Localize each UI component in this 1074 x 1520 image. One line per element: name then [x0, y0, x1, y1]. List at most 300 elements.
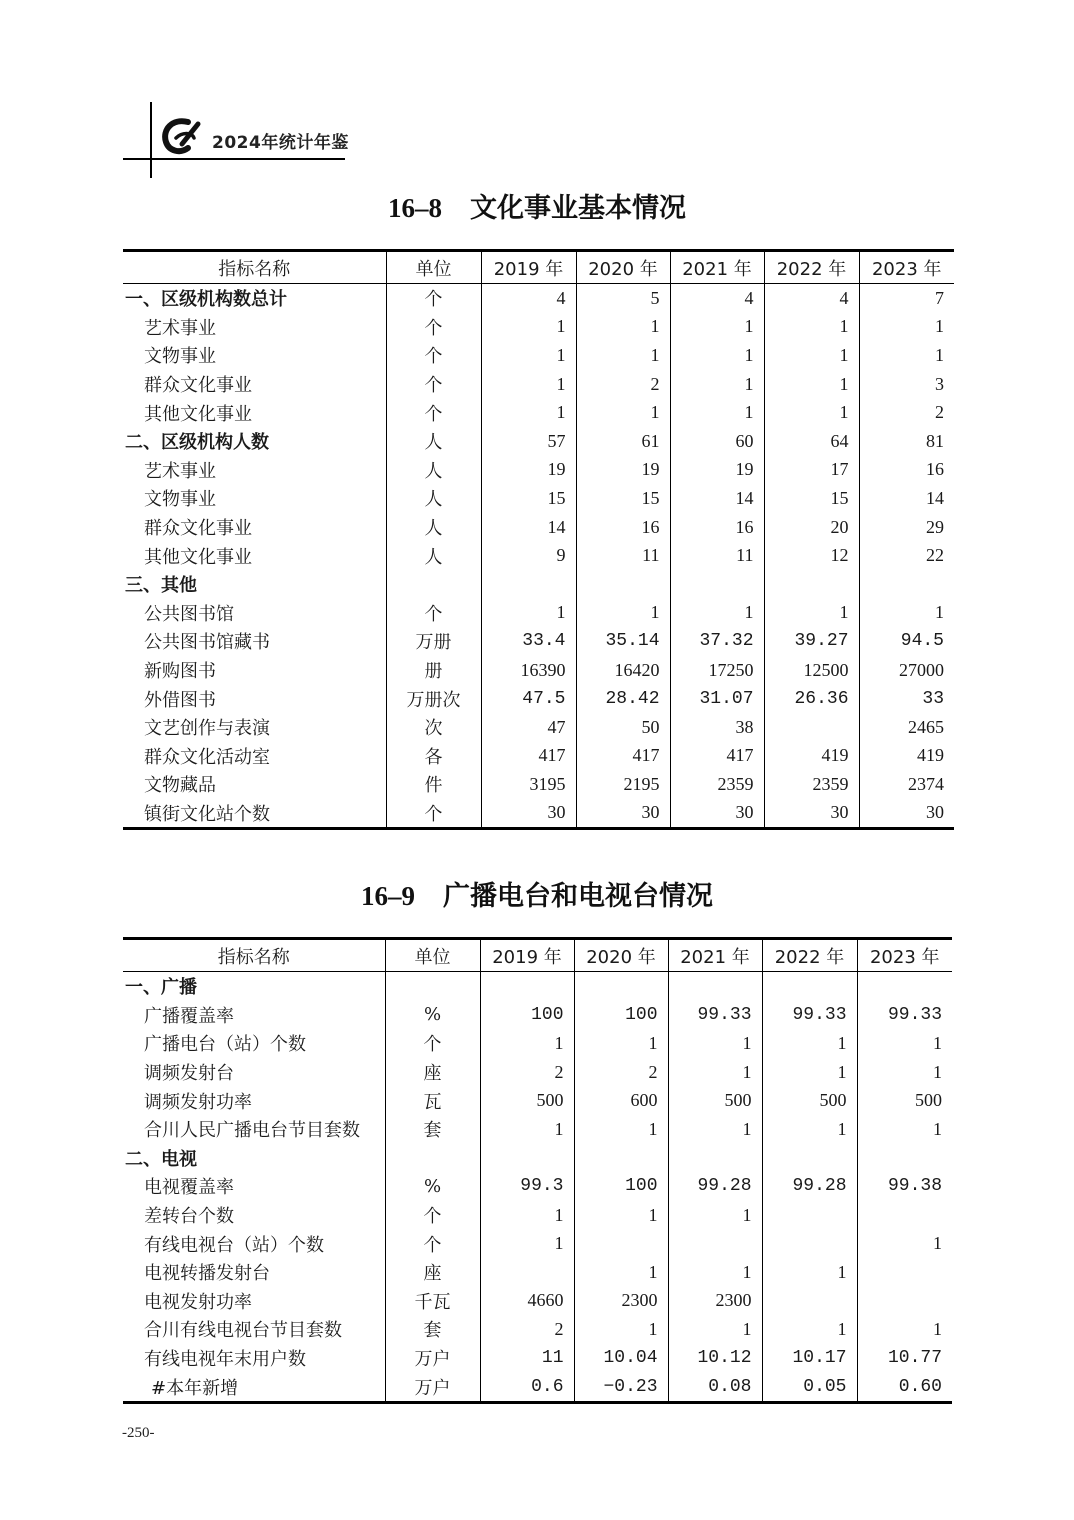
unit-cell [386, 570, 481, 599]
value-cell: 2300 [668, 1287, 762, 1316]
indicator-name: 广播覆盖率 [144, 1005, 234, 1027]
value-cell [857, 972, 952, 1001]
indicator-name: 调频发射台 [144, 1063, 234, 1085]
column-header: 2021 年 [670, 251, 764, 284]
value-cell: 60 [670, 427, 764, 456]
value-cell: 16 [670, 513, 764, 542]
value-cell [857, 1287, 952, 1316]
value-cell: 500 [480, 1086, 574, 1115]
value-cell: −0.23 [574, 1372, 668, 1402]
value-cell: 1 [764, 313, 859, 342]
value-cell: 99.38 [857, 1172, 952, 1201]
unit-cell: % [385, 1001, 480, 1030]
value-cell: 1 [859, 599, 954, 628]
value-cell: 1 [481, 370, 576, 399]
column-header: 2022 年 [764, 251, 859, 284]
value-cell [857, 1258, 952, 1287]
column-header: 单位 [386, 251, 481, 284]
unit-cell: 件 [386, 770, 481, 799]
unit-cell: 个 [385, 1229, 480, 1258]
table1-body [123, 284, 954, 829]
value-cell: 1 [668, 1201, 762, 1230]
column-header: 2023 年 [857, 939, 952, 972]
unit-cell: 瓦 [385, 1086, 480, 1115]
value-cell: 64 [764, 427, 859, 456]
value-cell: 100 [480, 1001, 574, 1030]
value-cell: 0.05 [762, 1372, 857, 1402]
column-header: 指标名称 [123, 251, 386, 284]
value-cell: 12 [764, 541, 859, 570]
value-cell: 14 [670, 484, 764, 513]
table-row [123, 656, 954, 685]
value-cell: 1 [857, 1058, 952, 1087]
value-cell [762, 1201, 857, 1230]
value-cell: 1 [762, 1258, 857, 1287]
value-cell: 1 [574, 1315, 668, 1344]
book-title: 2024年统计年鉴 [212, 133, 349, 153]
value-cell: 22 [859, 541, 954, 570]
unit-cell: 个 [386, 799, 481, 829]
value-cell: 1 [670, 599, 764, 628]
value-cell: 2 [576, 370, 670, 399]
value-cell: 1 [857, 1229, 952, 1258]
unit-cell: 个 [385, 1029, 480, 1058]
indicator-name: #本年新增 [151, 1377, 239, 1399]
value-cell: 35.14 [576, 627, 670, 656]
value-cell: 417 [670, 742, 764, 771]
value-cell: 12500 [764, 656, 859, 685]
value-cell: 1 [859, 341, 954, 370]
value-cell: 15 [576, 484, 670, 513]
value-cell: 1 [857, 1029, 952, 1058]
table-row [123, 1086, 952, 1115]
indicator-name: 有线电视台（站）个数 [144, 1234, 324, 1256]
category-label: 一、区级机构数总计 [125, 289, 287, 311]
table-row [123, 1229, 952, 1258]
table-row [123, 1201, 952, 1230]
unit-cell: 各 [386, 742, 481, 771]
indicator-name: 合川人民广播电台节目套数 [144, 1120, 360, 1142]
value-cell: 1 [576, 398, 670, 427]
indicator-name: 合川有线电视台节目套数 [144, 1320, 342, 1342]
unit-cell: 个 [386, 341, 481, 370]
column-header: 单位 [385, 939, 480, 972]
indicator-name: 电视覆盖率 [144, 1177, 234, 1199]
value-cell: 1 [574, 1201, 668, 1230]
category-label: 三、其他 [125, 575, 197, 597]
value-cell [481, 570, 576, 599]
value-cell: 99.28 [762, 1172, 857, 1201]
value-cell: 1 [762, 1058, 857, 1087]
value-cell: 28.42 [576, 684, 670, 713]
table-row [123, 541, 954, 570]
unit-cell: 人 [386, 484, 481, 513]
value-cell: 27000 [859, 656, 954, 685]
table-row [123, 599, 954, 628]
value-cell: 3195 [481, 770, 576, 799]
column-header: 2020 年 [576, 251, 670, 284]
value-cell: 1 [480, 1029, 574, 1058]
value-cell: 99.33 [762, 1001, 857, 1030]
value-cell: 100 [574, 1172, 668, 1201]
unit-cell: 个 [386, 313, 481, 342]
value-cell: 500 [668, 1086, 762, 1115]
value-cell: 33 [859, 684, 954, 713]
unit-cell: 个 [386, 599, 481, 628]
value-cell [857, 1144, 952, 1173]
unit-cell [385, 972, 480, 1001]
unit-cell: 千瓦 [385, 1287, 480, 1316]
table-row [123, 1144, 952, 1173]
table-row [123, 313, 954, 342]
indicator-name: 群众文化事业 [144, 375, 252, 397]
table-row [123, 341, 954, 370]
value-cell [762, 1144, 857, 1173]
value-cell: 99.28 [668, 1172, 762, 1201]
column-header: 2023 年 [859, 251, 954, 284]
value-cell: 1 [857, 1315, 952, 1344]
category-label: 二、电视 [125, 1148, 197, 1170]
indicator-name: 其他文化事业 [144, 403, 252, 425]
value-cell: 1 [668, 1315, 762, 1344]
value-cell [574, 1144, 668, 1173]
unit-cell: 万户 [385, 1372, 480, 1402]
unit-cell: 个 [386, 398, 481, 427]
indicator-name: 调频发射功率 [144, 1091, 252, 1113]
value-cell: 99.3 [480, 1172, 574, 1201]
table-row [123, 1029, 952, 1058]
value-cell: 61 [576, 427, 670, 456]
value-cell: 33.4 [481, 627, 576, 656]
value-cell [670, 570, 764, 599]
value-cell: 10.77 [857, 1344, 952, 1373]
value-cell: 17 [764, 456, 859, 485]
value-cell: 419 [859, 742, 954, 771]
value-cell [480, 972, 574, 1001]
unit-cell: 人 [386, 513, 481, 542]
indicator-name: 广播电台（站）个数 [144, 1034, 306, 1056]
value-cell: 1 [481, 313, 576, 342]
value-cell: 31.07 [670, 684, 764, 713]
value-cell: 11 [480, 1344, 574, 1373]
table-row [123, 398, 954, 427]
indicator-name: 公共图书馆藏书 [144, 632, 270, 654]
value-cell: 1 [670, 370, 764, 399]
table2-number: 16–9 [361, 881, 415, 911]
value-cell [764, 570, 859, 599]
value-cell: 1 [481, 341, 576, 370]
value-cell: 15 [764, 484, 859, 513]
indicator-name: 电视发射功率 [144, 1291, 252, 1313]
value-cell [857, 1201, 952, 1230]
unit-cell: 套 [385, 1115, 480, 1144]
value-cell [764, 713, 859, 742]
unit-cell: 人 [386, 456, 481, 485]
value-cell: 1 [764, 599, 859, 628]
value-cell: 16420 [576, 656, 670, 685]
value-cell: 1 [574, 1258, 668, 1287]
table-row [123, 972, 952, 1001]
table-row [123, 370, 954, 399]
value-cell: 30 [859, 799, 954, 829]
value-cell: 47.5 [481, 684, 576, 713]
unit-cell: 座 [385, 1058, 480, 1087]
value-cell: 37.32 [670, 627, 764, 656]
value-cell: 4 [481, 284, 576, 313]
value-cell: 16390 [481, 656, 576, 685]
value-cell [762, 1287, 857, 1316]
column-header: 2021 年 [668, 939, 762, 972]
indicator-name: 文艺创作与表演 [144, 718, 270, 740]
category-label: 二、区级机构人数 [125, 432, 269, 454]
table-row [123, 742, 954, 771]
value-cell: 99.33 [668, 1001, 762, 1030]
yearbook-logo-icon [158, 116, 208, 158]
value-cell: 1 [480, 1115, 574, 1144]
value-cell: 99.33 [857, 1001, 952, 1030]
value-cell: 0.6 [480, 1372, 574, 1402]
table-row [123, 1115, 952, 1144]
indicator-name: 外借图书 [144, 689, 216, 711]
indicator-name: 文物事业 [144, 489, 216, 511]
table-row [123, 1172, 952, 1201]
value-cell: 1 [762, 1115, 857, 1144]
value-cell: 2195 [576, 770, 670, 799]
value-cell: 29 [859, 513, 954, 542]
indicator-name: 镇街文化站个数 [144, 803, 270, 825]
value-cell: 2 [480, 1315, 574, 1344]
table-row [123, 513, 954, 542]
unit-cell: 个 [386, 370, 481, 399]
table-row [123, 627, 954, 656]
value-cell [668, 972, 762, 1001]
value-cell: 0.60 [857, 1372, 952, 1402]
value-cell: 2465 [859, 713, 954, 742]
indicator-name: 文物藏品 [144, 775, 216, 797]
value-cell: 14 [481, 513, 576, 542]
unit-cell: 个 [386, 284, 481, 313]
table2-body [123, 972, 952, 1403]
table-row [123, 684, 954, 713]
value-cell: 1 [481, 599, 576, 628]
value-cell: 47 [481, 713, 576, 742]
indicator-name: 群众文化事业 [144, 518, 252, 540]
value-cell [574, 972, 668, 1001]
value-cell: 3 [859, 370, 954, 399]
value-cell: 1 [481, 398, 576, 427]
table-row [123, 799, 954, 829]
header-vertical-rule [150, 102, 152, 178]
column-header: 指标名称 [123, 939, 385, 972]
value-cell: 1 [764, 341, 859, 370]
value-cell: 4 [764, 284, 859, 313]
indicator-name: 差转台个数 [144, 1206, 234, 1228]
table-row [123, 1315, 952, 1344]
value-cell: 1 [576, 599, 670, 628]
column-header: 2020 年 [574, 939, 668, 972]
table-row [123, 1344, 952, 1373]
category-label: 一、广播 [125, 977, 197, 999]
indicator-name: 文物事业 [144, 346, 216, 368]
value-cell: 11 [670, 541, 764, 570]
value-cell: 2 [480, 1058, 574, 1087]
value-cell: 10.12 [668, 1344, 762, 1373]
value-cell: 1 [764, 370, 859, 399]
value-cell: 7 [859, 284, 954, 313]
value-cell: 10.04 [574, 1344, 668, 1373]
value-cell: 600 [574, 1086, 668, 1115]
table-row [123, 570, 954, 599]
value-cell: 1 [857, 1115, 952, 1144]
table2-header [123, 939, 952, 972]
value-cell: 19 [481, 456, 576, 485]
value-cell [762, 1229, 857, 1258]
column-header: 2019 年 [480, 939, 574, 972]
unit-cell: 套 [385, 1315, 480, 1344]
indicator-name: 群众文化活动室 [144, 746, 270, 768]
value-cell [668, 1229, 762, 1258]
value-cell: 50 [576, 713, 670, 742]
value-cell: 1 [574, 1115, 668, 1144]
value-cell: 5 [576, 284, 670, 313]
unit-cell: 人 [386, 541, 481, 570]
value-cell: 2 [859, 398, 954, 427]
value-cell: 81 [859, 427, 954, 456]
unit-cell: % [385, 1172, 480, 1201]
value-cell: 419 [764, 742, 859, 771]
value-cell: 1 [480, 1229, 574, 1258]
value-cell: 10.17 [762, 1344, 857, 1373]
value-cell: 30 [481, 799, 576, 829]
broadcast-table [123, 937, 952, 1404]
value-cell: 30 [576, 799, 670, 829]
value-cell: 1 [576, 341, 670, 370]
value-cell: 19 [576, 456, 670, 485]
indicator-name: 电视转播发射台 [144, 1263, 270, 1285]
value-cell: 1 [576, 313, 670, 342]
unit-cell: 次 [386, 713, 481, 742]
header-horizontal-rule [123, 158, 345, 160]
table-row [123, 1058, 952, 1087]
value-cell: 9 [481, 541, 576, 570]
indicator-name: 有线电视年末用户数 [144, 1349, 306, 1371]
value-cell: 30 [764, 799, 859, 829]
value-cell: 417 [481, 742, 576, 771]
table-row [123, 284, 954, 313]
table-row [123, 456, 954, 485]
table-row [123, 1287, 952, 1316]
column-header: 2022 年 [762, 939, 857, 972]
value-cell: 1 [480, 1201, 574, 1230]
table1-title [0, 186, 1074, 225]
value-cell: 1 [574, 1029, 668, 1058]
value-cell [668, 1144, 762, 1173]
value-cell: 1 [859, 313, 954, 342]
value-cell: 1 [668, 1058, 762, 1087]
table-row [123, 1372, 952, 1402]
value-cell: 1 [670, 341, 764, 370]
unit-cell: 个 [385, 1201, 480, 1230]
indicator-name: 公共图书馆 [144, 603, 234, 625]
column-header: 2019 年 [481, 251, 576, 284]
value-cell: 4660 [480, 1287, 574, 1316]
value-cell: 17250 [670, 656, 764, 685]
value-cell: 1 [764, 398, 859, 427]
value-cell [762, 972, 857, 1001]
value-cell: 1 [668, 1115, 762, 1144]
value-cell: 16 [576, 513, 670, 542]
unit-cell [385, 1144, 480, 1173]
unit-cell: 万册 [386, 627, 481, 656]
value-cell: 500 [857, 1086, 952, 1115]
table-row [123, 713, 954, 742]
value-cell: 417 [576, 742, 670, 771]
table1-number: 16–8 [388, 193, 442, 223]
value-cell: 2359 [764, 770, 859, 799]
table-row [123, 427, 954, 456]
value-cell: 2359 [670, 770, 764, 799]
value-cell: 1 [670, 398, 764, 427]
table2-title [0, 874, 1074, 913]
table1-header [123, 251, 954, 284]
table2-title-text: 广播电台和电视台情况 [443, 881, 713, 912]
value-cell: 39.27 [764, 627, 859, 656]
value-cell: 1 [668, 1258, 762, 1287]
indicator-name: 艺术事业 [144, 460, 216, 482]
unit-cell: 万册次 [386, 684, 481, 713]
unit-cell: 人 [386, 427, 481, 456]
value-cell: 26.36 [764, 684, 859, 713]
value-cell: 94.5 [859, 627, 954, 656]
value-cell: 1 [762, 1315, 857, 1344]
value-cell: 11 [576, 541, 670, 570]
value-cell [480, 1258, 574, 1287]
table-row [123, 770, 954, 799]
table-row [123, 484, 954, 513]
value-cell: 0.08 [668, 1372, 762, 1402]
value-cell: 1 [670, 313, 764, 342]
value-cell: 15 [481, 484, 576, 513]
indicator-name: 新购图书 [144, 661, 216, 683]
unit-cell: 万户 [385, 1344, 480, 1373]
value-cell: 500 [762, 1086, 857, 1115]
value-cell [576, 570, 670, 599]
value-cell: 30 [670, 799, 764, 829]
table-row [123, 1001, 952, 1030]
table-row [123, 1258, 952, 1287]
value-cell: 2374 [859, 770, 954, 799]
value-cell: 57 [481, 427, 576, 456]
value-cell [574, 1229, 668, 1258]
value-cell: 2300 [574, 1287, 668, 1316]
value-cell: 4 [670, 284, 764, 313]
value-cell: 1 [762, 1029, 857, 1058]
unit-cell: 座 [385, 1258, 480, 1287]
unit-cell: 册 [386, 656, 481, 685]
value-cell: 2 [574, 1058, 668, 1087]
page-number: -250- [122, 1425, 155, 1441]
value-cell: 1 [668, 1029, 762, 1058]
value-cell: 100 [574, 1001, 668, 1030]
value-cell [480, 1144, 574, 1173]
indicator-name: 艺术事业 [144, 317, 216, 339]
value-cell: 16 [859, 456, 954, 485]
value-cell: 19 [670, 456, 764, 485]
value-cell: 14 [859, 484, 954, 513]
table1-title-text: 文化事业基本情况 [470, 193, 686, 224]
value-cell: 20 [764, 513, 859, 542]
value-cell [859, 570, 954, 599]
